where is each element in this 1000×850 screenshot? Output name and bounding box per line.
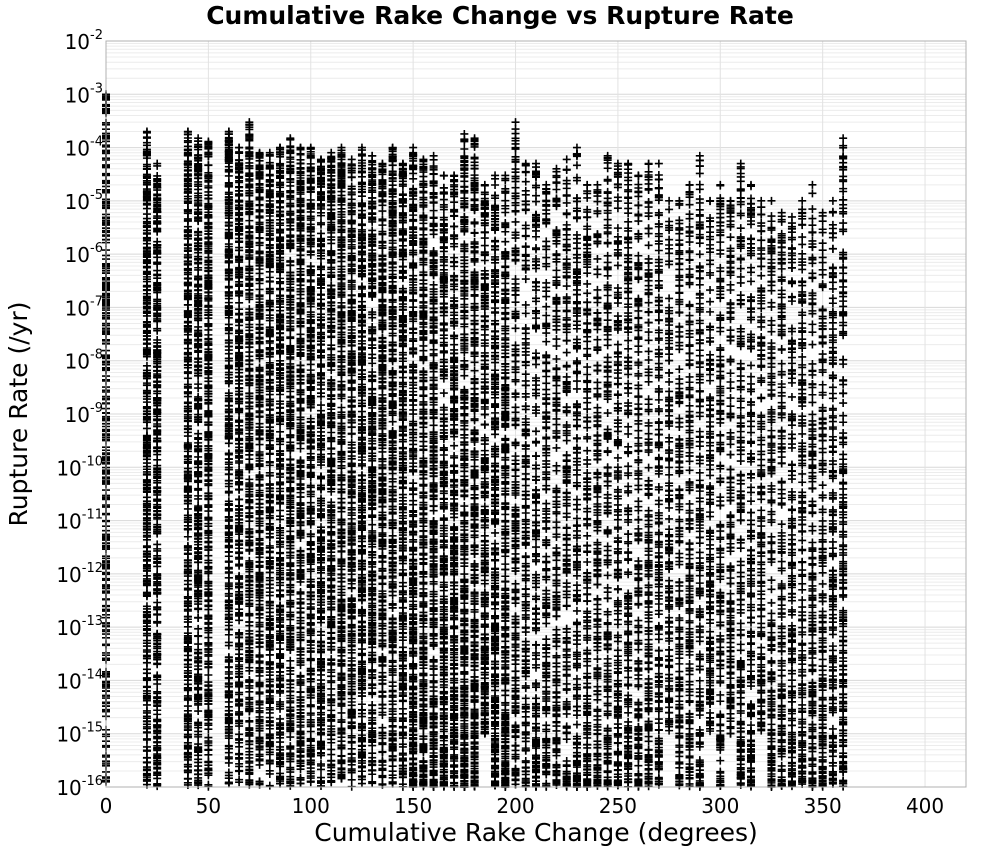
data-point <box>235 767 243 775</box>
data-point <box>194 625 202 633</box>
data-point <box>143 675 151 683</box>
data-point <box>225 283 233 291</box>
data-point <box>235 299 243 307</box>
data-point <box>286 733 294 741</box>
data-point <box>266 480 274 488</box>
data-point <box>194 640 202 648</box>
data-point <box>276 173 284 181</box>
data-point <box>266 683 274 691</box>
data-point <box>276 409 284 417</box>
data-point <box>245 209 253 217</box>
data-point <box>225 396 233 404</box>
data-point <box>235 310 243 318</box>
data-point <box>266 277 274 285</box>
data-point <box>204 751 212 759</box>
data-point <box>297 387 305 395</box>
data-point <box>184 651 192 659</box>
data-point <box>225 505 233 513</box>
data-point <box>235 718 243 726</box>
data-point <box>256 653 264 661</box>
data-point <box>266 608 274 616</box>
data-point <box>153 660 161 668</box>
data-point <box>153 598 161 606</box>
data-point <box>204 721 212 729</box>
data-point <box>286 432 294 440</box>
data-point <box>143 646 151 654</box>
data-point <box>245 182 253 190</box>
data-point <box>256 234 264 242</box>
data-point <box>297 330 305 338</box>
data-point <box>276 428 284 436</box>
data-point <box>184 150 192 158</box>
data-point <box>204 552 212 560</box>
data-point <box>204 321 212 329</box>
data-point <box>194 766 202 774</box>
data-point <box>245 718 253 726</box>
data-point <box>194 380 202 388</box>
data-point <box>184 533 192 541</box>
data-point <box>225 350 233 358</box>
data-point <box>184 580 192 588</box>
data-point <box>297 688 305 696</box>
data-point <box>297 599 305 607</box>
data-point <box>204 671 212 679</box>
data-point <box>266 402 274 410</box>
data-point <box>143 747 151 755</box>
data-point <box>256 347 264 355</box>
data-point <box>235 281 243 289</box>
data-point <box>235 573 243 581</box>
data-point <box>256 214 264 222</box>
data-point <box>204 302 212 310</box>
data-point <box>153 619 161 627</box>
data-point <box>286 493 294 501</box>
data-point <box>204 195 212 203</box>
data-point <box>256 699 264 707</box>
data-point <box>194 701 202 709</box>
data-point <box>286 134 294 142</box>
data-point <box>143 759 151 767</box>
data-point <box>204 340 212 348</box>
data-point <box>256 761 264 769</box>
data-point <box>235 555 243 563</box>
data-point <box>266 492 274 500</box>
data-point <box>204 659 212 667</box>
data-point <box>235 417 243 425</box>
data-point <box>153 456 161 464</box>
data-point <box>235 690 243 698</box>
data-point <box>225 552 233 560</box>
data-point <box>266 782 274 790</box>
data-point <box>153 190 161 198</box>
data-point <box>256 285 264 293</box>
data-point <box>153 728 161 736</box>
data-point <box>143 201 151 209</box>
data-point <box>256 527 264 535</box>
data-point <box>225 780 233 788</box>
data-point <box>286 657 294 665</box>
data-point <box>194 614 202 622</box>
data-point <box>235 562 243 570</box>
data-point <box>225 759 233 767</box>
data-point <box>225 450 233 458</box>
data-point <box>245 451 253 459</box>
data-point <box>256 249 264 257</box>
data-point <box>276 592 284 600</box>
data-point <box>266 344 274 352</box>
data-point <box>143 388 151 396</box>
data-point <box>143 771 151 779</box>
data-point <box>235 710 243 718</box>
data-point <box>225 363 233 371</box>
data-point <box>235 496 243 504</box>
data-point <box>204 161 212 169</box>
data-point <box>143 128 151 136</box>
data-point <box>194 348 202 356</box>
data-point <box>204 514 212 522</box>
